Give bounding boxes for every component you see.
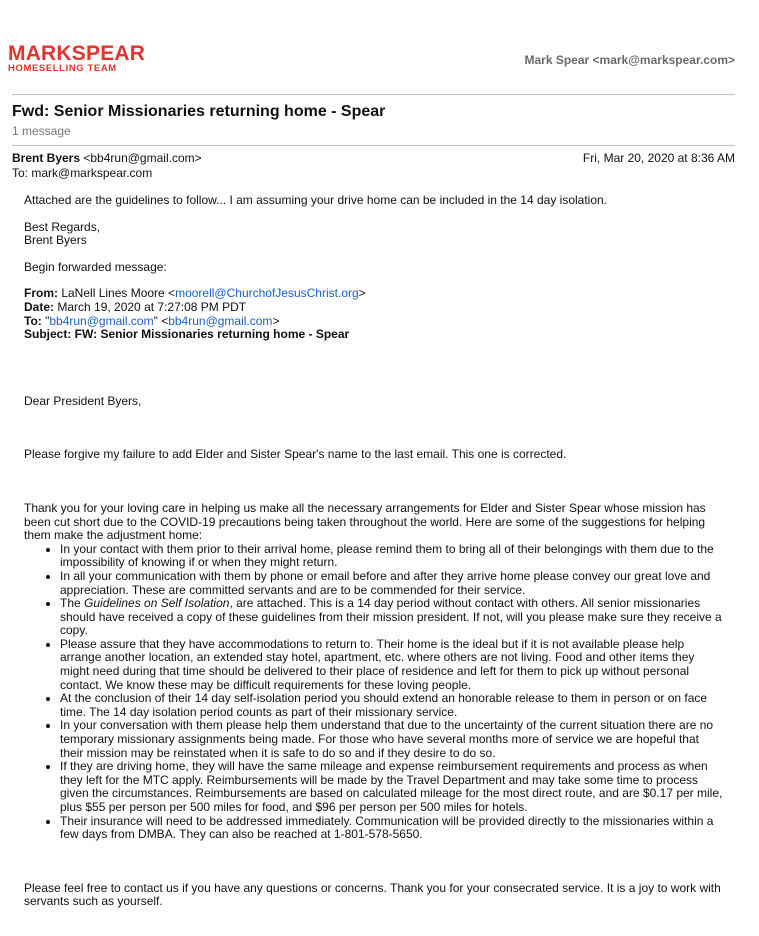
- brand-logo: [8, 42, 146, 74]
- begin-forwarded: Begin forwarded message:: [24, 259, 167, 274]
- logo-wordmark: MARKSPEAR: [8, 42, 146, 65]
- regards: Best Regards,: [24, 219, 101, 234]
- list-item: • In all your communication with them by phone or email before and after they arrive home please convey our great love and appreciation. These are committed servants and are to be commended for their service.: [60, 570, 724, 597]
- logo-tagline: HOMESELLING TEAM: [8, 63, 117, 74]
- forwarded-header: From: LaNell Lines Moore <moorell@ChurchofJesusChrist.org> Date: March 19, 2020 at 7:27:08 PM PDT To: "bb4run@gmail.com" <bb4run@gmail.com> Subject: FW: Senior Missionaries returning home - Spear: [24, 286, 366, 342]
- sender-block: [12, 151, 202, 181]
- message-date: Fri, Mar 20, 2020 at 8:36 AM: [582, 151, 735, 165]
- message-body: [24, 194, 724, 909]
- sender-name: Brent Byers: [12, 151, 81, 165]
- list-item: • In your conversation with them please help them understand that due to the uncertainty of the current situation there are no temporary missionary assignments being made. For those who have several months more of service we are hopeful that their mission may be reinstated when it is safe to do so and if they desire to do so.: [60, 719, 724, 760]
- intro-text: Attached are the guidelines to follow... I am assuming your drive home can be included in the 14 day isolation.: [24, 193, 608, 207]
- list-item: • At the conclusion of their 14 day self-isolation period you should extend an honorable release to them in person or on face time. The 14 day isolation period counts as part of their missionary service.: [60, 692, 724, 719]
- list-item: • In your contact with them prior to their arrival home, please remind them to bring all of their belongings with them due to the impossibility of knowing if or when they might return.: [60, 543, 724, 570]
- header-divider: [12, 94, 735, 95]
- signature: Brent Byers: [24, 233, 87, 248]
- suggestion-list: [24, 543, 724, 842]
- list-item: • Please assure that they have accommodations to return to. Their home is the ideal but if it is not available please help arrange another location, an extended stay hotel, apartment, etc. where others are not living. Food and other items they might need during that time should be delivered to their place of residence and left for them to pick up without personal contact. We know these may be difficult requirements for these loving people.: [60, 638, 724, 692]
- forward-to-link-2[interactable]: bb4run@gmail.com: [168, 313, 273, 328]
- account-email: Mark Spear <mark@markspear.com>: [524, 53, 735, 67]
- thanks-paragraph: Thank you for your loving care in helping us make all the necessary arrangements for Elder and Sister Spear whose mission has been cut short due to the COVID-19 precautions being taken throughout the world. Here are some of the suggestions for helping them make the adjustment home:: [24, 500, 706, 543]
- thread-divider: [12, 145, 735, 146]
- thread-subject: Fwd: Senior Missionaries returning home - Spear: [12, 103, 386, 120]
- list-item: • The Guidelines on Self Isolation, are attached. This is a 14 day period without contact with others. All senior missionaries should have received a copy of these guidelines from their mission president. If not, will you please make sure they receive a copy.: [60, 597, 724, 638]
- sender-email: <bb4run@gmail.com>: [83, 151, 202, 165]
- forward-to-link[interactable]: bb4run@gmail.com: [49, 313, 154, 328]
- forward-from-link[interactable]: moorell@ChurchofJesusChrist.org: [175, 286, 359, 301]
- salutation: Dear President Byers,: [24, 393, 142, 408]
- message-count: 1 message: [12, 124, 71, 138]
- list-item: • If they are driving home, they will have the same mileage and expense reimbursement requirements and process as when they left for the MTC apply. Reimbursements will be made by the Travel Department and may take some time to process given the circumstances. Reimbursements are based on calculated mileage for the most direct route, and are $0.17 per mile, plus $55 per person per 500 miles for food, and $96 per person per 500 miles for hotels.: [60, 760, 724, 814]
- recipient: To: mark@markspear.com: [12, 166, 153, 180]
- apology: Please forgive my failure to add Elder and Sister Spear's name to the last email. This one is corrected.: [24, 447, 567, 462]
- list-item: • Their insurance will need to be addressed immediately. Communication will be provided directly to the missionaries within a few days from DMBA. They can also be reached at 1-801-578-5650.: [60, 815, 724, 842]
- closing: Please feel free to contact us if you have any questions or concerns. Thank you for your consecrated service. It is a joy to work with servants such as yourself.: [24, 880, 721, 909]
